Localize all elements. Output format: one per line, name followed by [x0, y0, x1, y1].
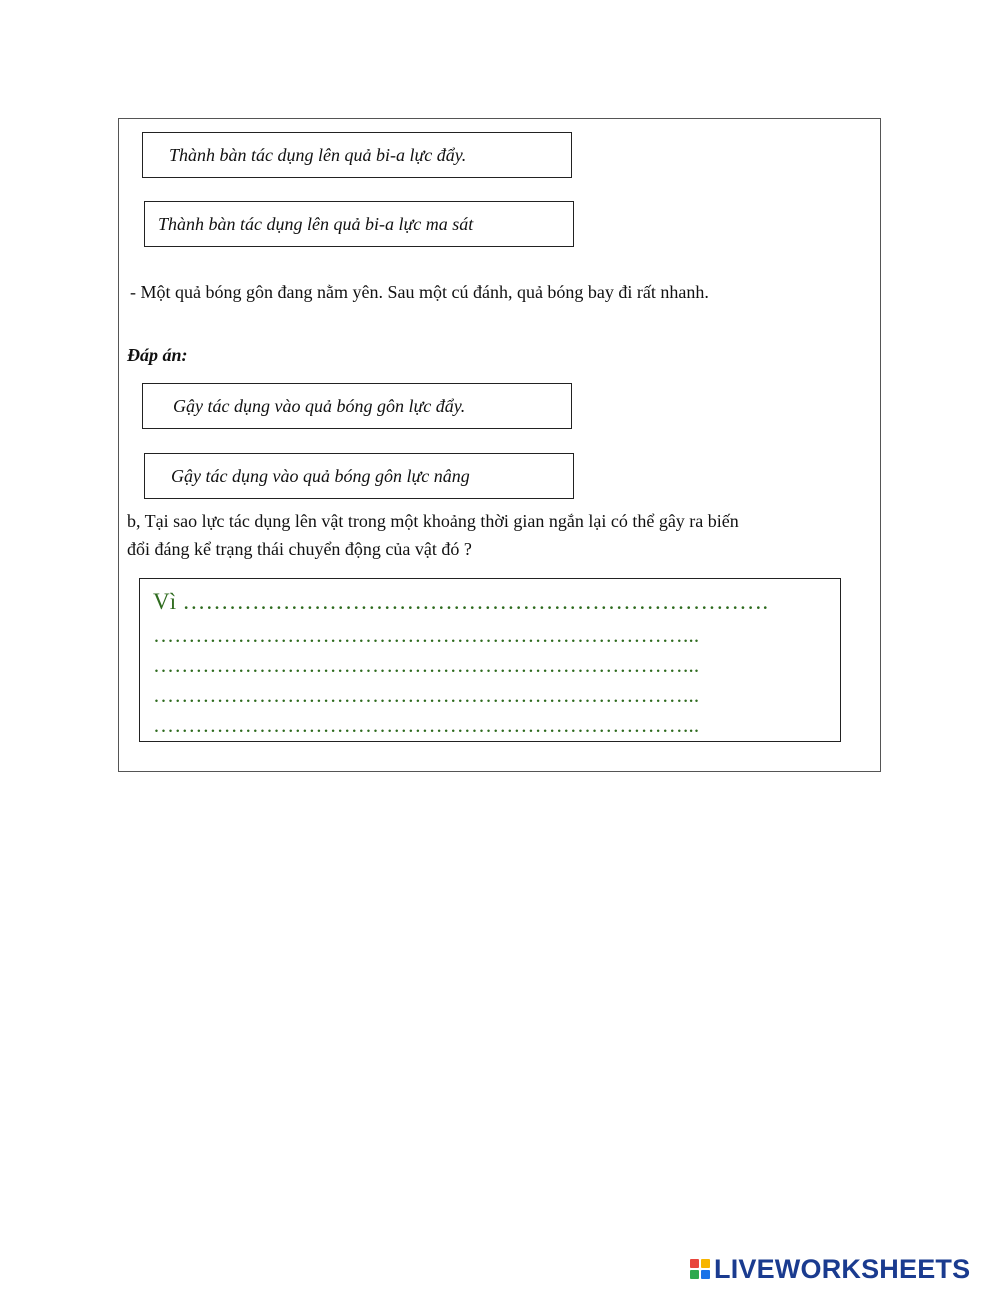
option-box-golf-lift[interactable]: [144, 453, 574, 499]
option-text: Thành bàn tác dụng lên quả bi-a lực đẩy.: [169, 145, 467, 165]
liveworksheets-logo-icon: [690, 1259, 710, 1279]
answer-line: …………………………………………………………………...: [153, 653, 700, 677]
question-b-line-2: đổi đáng kể trạng thái chuyển động của vật đó ?: [127, 539, 472, 559]
answer-line: …………………………………………………………………...: [153, 683, 700, 707]
option-text: Thành bàn tác dụng lên quả bi-a lực ma sát: [158, 214, 474, 234]
answer-line: …………………………………………………………………...: [153, 623, 700, 647]
option-text: Gậy tác dụng vào quả bóng gôn lực nâng: [171, 466, 470, 486]
answer-line: Vì ………………………………………………………………….: [153, 589, 769, 614]
option-box-golf-push[interactable]: [142, 383, 572, 429]
answer-line: …………………………………………………………………...: [153, 713, 700, 737]
answer-textarea[interactable]: [139, 578, 841, 742]
liveworksheets-logo[interactable]: [690, 1252, 970, 1286]
brand-name: LIVEWORKSHEETS: [714, 1253, 971, 1284]
option-text: Gậy tác dụng vào quả bóng gôn lực đẩy.: [173, 396, 466, 416]
question-b-line-1: b, Tại sao lực tác dụng lên vật trong một khoảng thời gian ngắn lại có thể gây ra biến: [127, 511, 739, 531]
question-a-item: - Một quả bóng gôn đang nằm yên. Sau một cú đánh, quả bóng bay đi rất nhanh.: [130, 282, 709, 302]
option-box-friction[interactable]: [144, 201, 574, 247]
answer-label: Đáp án:: [127, 345, 188, 365]
option-box-push[interactable]: [142, 132, 572, 178]
